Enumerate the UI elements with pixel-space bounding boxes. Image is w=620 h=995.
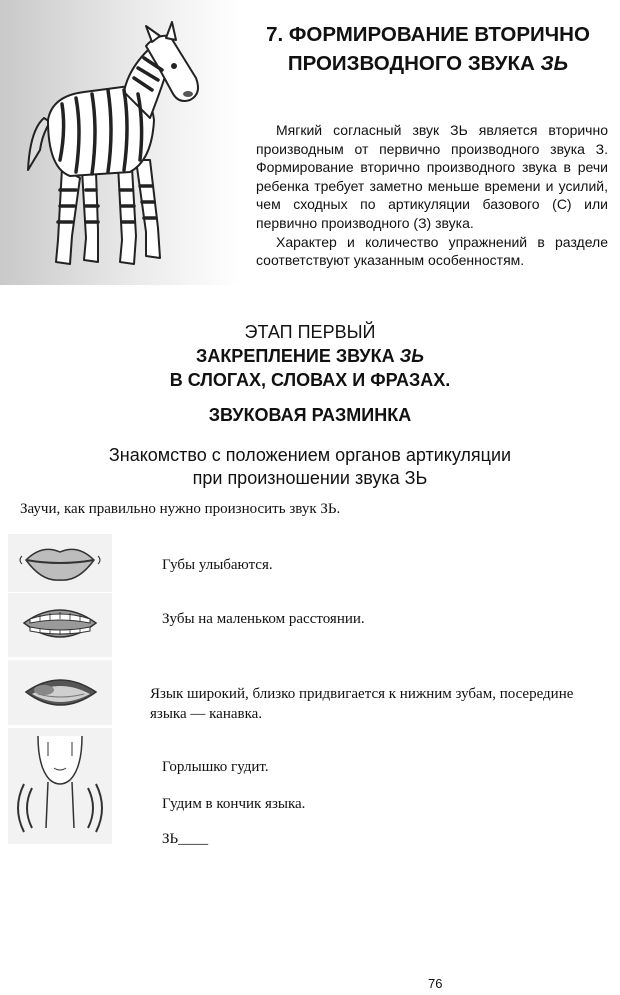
chapter-title-line2: ПРОИЗВОДНОГО ЗВУКА [287, 52, 541, 75]
page-number: 76 [428, 976, 443, 991]
intro-paragraph: Мягкий согласный звук ЗЬ является вторично производным от первично производного звука З. Формирование вторично производного звука в речи ребенка требует заметно меньше времени и усилий, чем сходных по артикуляции базового (С) или первично производного (З) звука. [256, 122, 608, 231]
intro-text [256, 121, 608, 270]
warmup-subtitle [0, 444, 620, 490]
articulation-step: Зубы на маленьком расстоянии. [162, 611, 365, 627]
stage-title-line1: ЗАКРЕПЛЕНИЕ ЗВУКА [196, 346, 400, 366]
chapter-title [236, 20, 620, 78]
tongue-icon [8, 660, 112, 725]
zebra-illustration [0, 0, 240, 285]
smiling-lips-icon [8, 534, 112, 592]
stage-title-sound: ЗЬ [399, 346, 424, 366]
instruction-text: Заучи, как правильно нужно произносить звук ЗЬ. [20, 501, 341, 517]
warmup-subtitle-line1: Знакомство с положением органов артикуляции [108, 445, 512, 465]
stage-title [0, 344, 620, 392]
intro-paragraph: Характер и количество упражнений в разделе соответствуют указанным особенностям. [256, 233, 608, 269]
throat-icon [8, 728, 112, 844]
articulation-step: ЗЬ____ [162, 831, 209, 847]
chapter-title-sound: ЗЬ [540, 52, 569, 75]
articulation-step: Гудим в кончик языка. [162, 796, 306, 812]
warmup-subtitle-line2: при произношении звука ЗЬ [192, 468, 428, 488]
teeth-icon [8, 593, 112, 657]
chapter-title-line1: 7. ФОРМИРОВАНИЕ ВТОРИЧНО [266, 23, 590, 46]
articulation-step: Губы улыбаются. [162, 557, 273, 573]
stage-label: ЭТАП ПЕРВЫЙ [244, 322, 376, 342]
warmup-title: ЗВУКОВАЯ РАЗМИНКА [208, 405, 412, 425]
stage-title-line2: В СЛОГАХ, СЛОВАХ И ФРАЗАХ. [169, 370, 451, 390]
articulation-step: Горлышко гудит. [162, 759, 269, 775]
articulation-step: Язык широкий, близко придвигается к нижним зубам, посередине языка — канавка. [150, 686, 574, 722]
